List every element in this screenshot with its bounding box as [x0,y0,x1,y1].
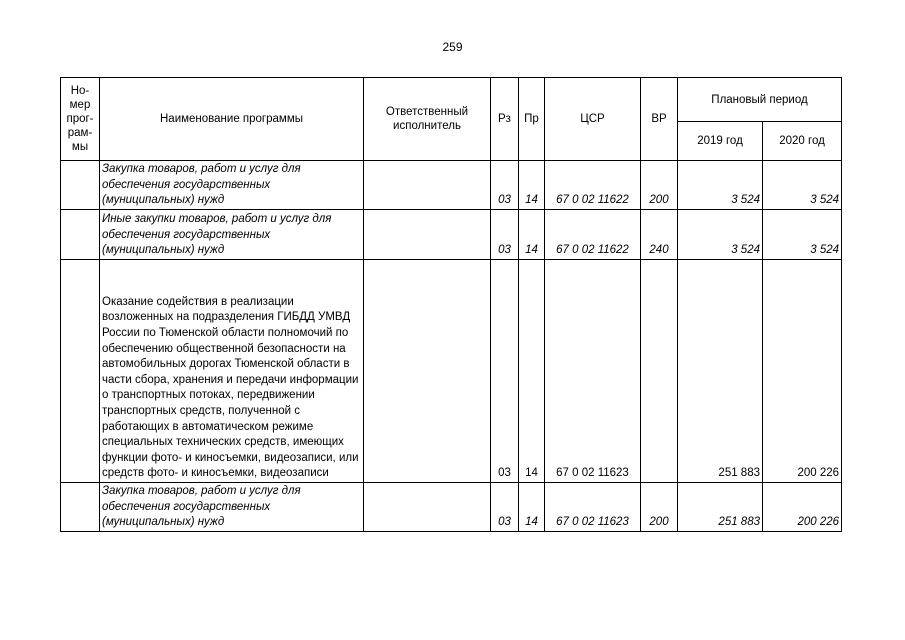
amount-2020-cell: 3 524 [763,210,842,260]
table-row [61,260,842,483]
table-row [61,210,842,260]
responsible-cell [364,210,491,260]
header-year-2019: 2019 год [678,122,763,161]
program-name-cell: Закупка товаров, работ и услуг для обеспечения государственных (муниципальных) нужд [100,161,364,210]
pr-cell: 14 [519,210,545,260]
csr-cell: 67 0 02 11622 [545,161,641,210]
header-responsible: Ответственный исполнитель [364,78,491,161]
vr-cell [641,260,678,483]
csr-cell: 67 0 02 11623 [545,483,641,532]
vr-cell: 240 [641,210,678,260]
header-program-number: Но- мер прог- рам- мы [61,78,100,161]
program-number-cell [61,210,100,260]
rz-cell: 03 [491,161,519,210]
header-pr: Пр [519,78,545,161]
table-row [61,483,842,532]
header-program-name: Наименование программы [100,78,364,161]
vr-cell: 200 [641,483,678,532]
header-planning-period: Плановый период [678,78,842,122]
program-name-cell: Иные закупки товаров, работ и услуг для обеспечения государственных (муниципальных) нужд [100,210,364,260]
header-vr: ВР [641,78,678,161]
program-number-cell [61,260,100,483]
amount-2019-cell: 251 883 [678,483,763,532]
rz-cell: 03 [491,210,519,260]
csr-cell: 67 0 02 11622 [545,210,641,260]
budget-table [60,77,842,532]
responsible-cell [364,483,491,532]
pr-cell: 14 [519,260,545,483]
vr-cell: 200 [641,161,678,210]
table-row [61,161,842,210]
header-rz: Рз [491,78,519,161]
pr-cell: 14 [519,161,545,210]
header-csr: ЦСР [545,78,641,161]
amount-2020-cell: 200 226 [763,483,842,532]
responsible-cell [364,260,491,483]
header-year-2020: 2020 год [763,122,842,161]
page-number: 259 [442,40,463,54]
program-number-cell [61,483,100,532]
amount-2019-cell: 3 524 [678,161,763,210]
rz-cell: 03 [491,260,519,483]
amount-2019-cell: 251 883 [678,260,763,483]
responsible-cell [364,161,491,210]
program-name-cell: Закупка товаров, работ и услуг для обеспечения государственных (муниципальных) нужд [100,483,364,532]
program-number-cell [61,161,100,210]
rz-cell: 03 [491,483,519,532]
amount-2020-cell: 3 524 [763,161,842,210]
amount-2020-cell: 200 226 [763,260,842,483]
pr-cell: 14 [519,483,545,532]
csr-cell: 67 0 02 11623 [545,260,641,483]
amount-2019-cell: 3 524 [678,210,763,260]
program-name-cell: Оказание содействия в реализации возложенных на подразделения ГИБДД УМВД России по Тюменской области полномочий по обеспечению общественной безопасности на автомобильных дорогах Тюменской области в части сбора, хранения и передачи информации о транспортных потоках, передвижении транспортных средств, полученной с работающих в автоматическом режиме специальных технических средств, имеющих функции фото- и киносъемки, видеозаписи, или средств фото- и киносъемки, видеозаписи [100,260,364,483]
